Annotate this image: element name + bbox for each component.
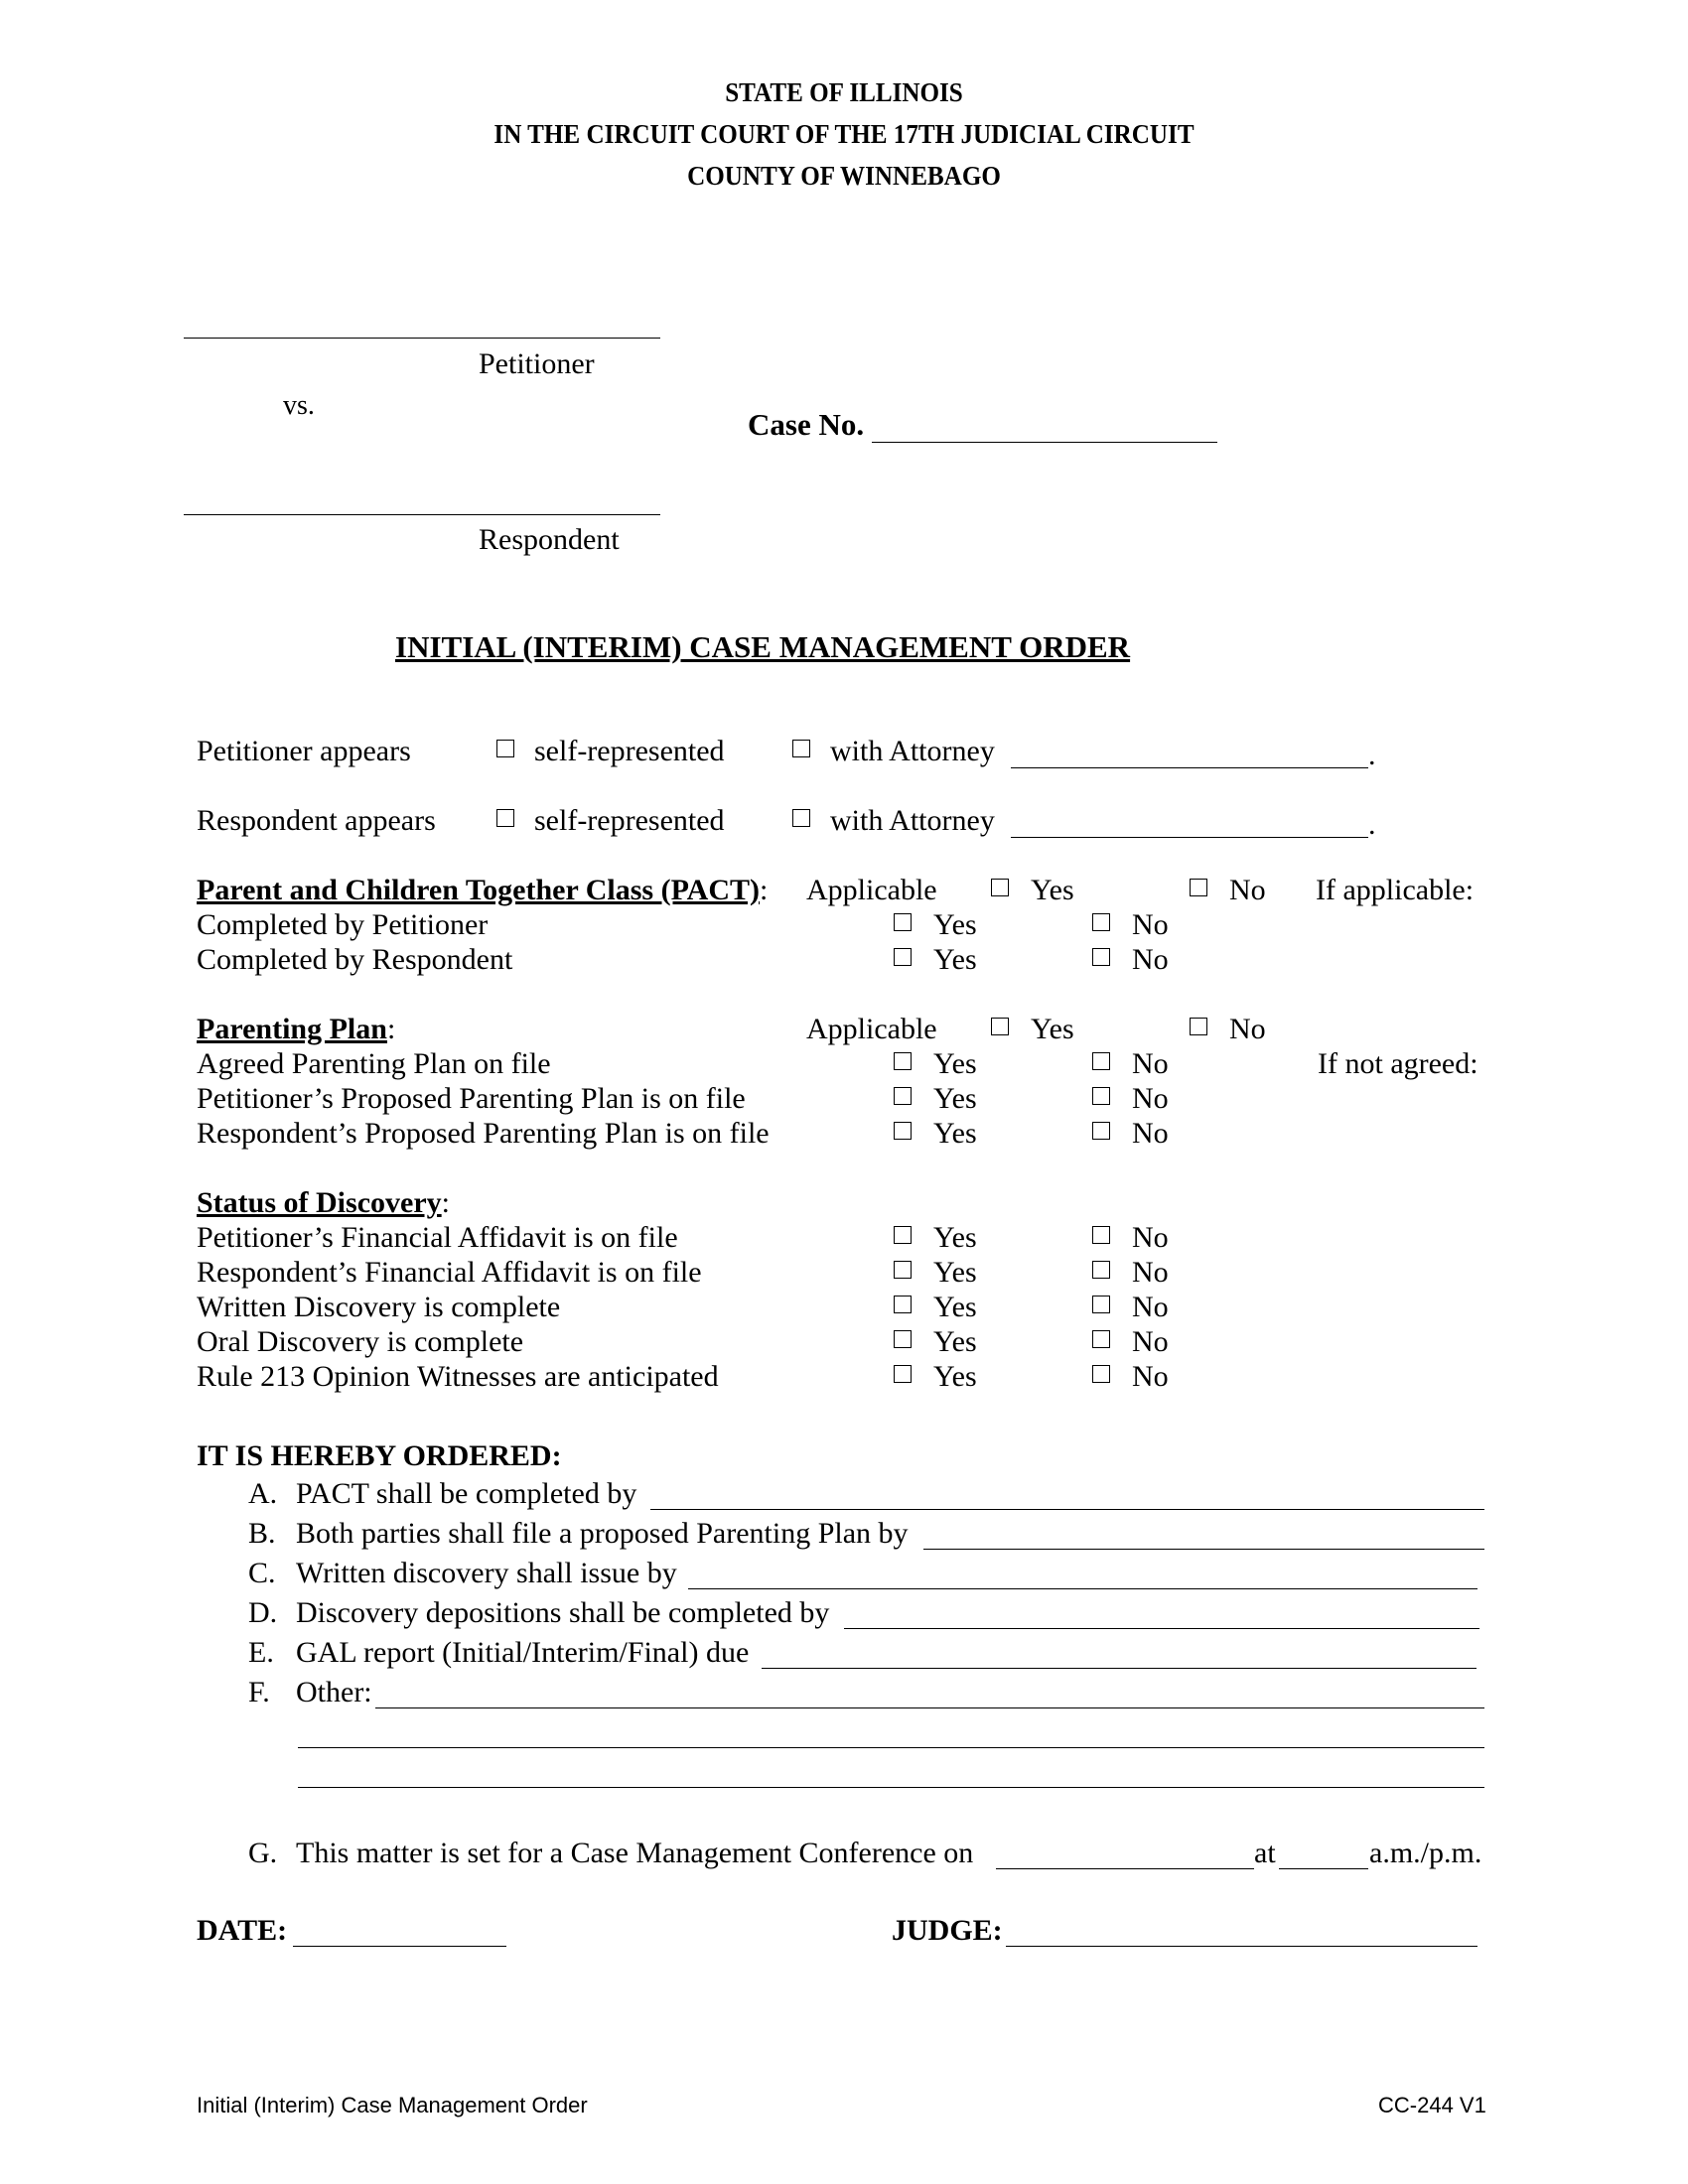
parenting-applicable-yes-checkbox[interactable] — [991, 1018, 1009, 1035]
discovery-rule-213-yes-checkbox[interactable] — [894, 1365, 912, 1383]
parenting-agreed-no-checkbox[interactable] — [1092, 1052, 1110, 1070]
petitioner-attorney-field[interactable] — [1011, 767, 1368, 768]
discovery-row-petitioner-affidavit: Petitioner’s Financial Affidavit is on file — [197, 1221, 678, 1254]
discovery-respondent-affidavit-yes-checkbox[interactable] — [894, 1261, 912, 1279]
petitioner-self-represented-checkbox[interactable] — [496, 740, 514, 757]
yes-label: Yes — [933, 1256, 977, 1289]
parenting-colon: : — [386, 1013, 396, 1045]
order-item-a: PACT shall be completed by — [296, 1477, 637, 1510]
parenting-row-agreed: Agreed Parenting Plan on file — [197, 1047, 551, 1080]
no-label: No — [1132, 1082, 1169, 1115]
court-state: STATE OF ILLINOIS — [725, 77, 963, 107]
parenting-row-respondent: Respondent’s Proposed Parenting Plan is on file — [197, 1117, 770, 1150]
court-county: COUNTY OF WINNEBAGO — [687, 161, 1001, 191]
discovery-written-yes-checkbox[interactable] — [894, 1296, 912, 1313]
petitioner-appears-label: Petitioner appears — [197, 735, 411, 767]
order-item-d: Discovery depositions shall be completed by — [296, 1596, 830, 1629]
discovery-heading — [197, 1186, 450, 1220]
pact-heading — [197, 874, 768, 907]
date-field[interactable] — [293, 1946, 506, 1947]
order-item-g: This matter is set for a Case Management Conference on — [296, 1837, 974, 1869]
discovery-rule-213-no-checkbox[interactable] — [1092, 1365, 1110, 1383]
order-item-c: Written discovery shall issue by — [296, 1557, 677, 1589]
yes-label: Yes — [933, 908, 977, 941]
yes-label: Yes — [933, 1325, 977, 1358]
discovery-row-rule-213: Rule 213 Opinion Witnesses are anticipated — [197, 1360, 719, 1393]
no-label: No — [1229, 874, 1266, 906]
order-g-at: at — [1254, 1837, 1276, 1869]
order-letter-b: B. — [248, 1517, 276, 1550]
order-b-field[interactable] — [923, 1549, 1484, 1550]
parenting-agreed-yes-checkbox[interactable] — [894, 1052, 912, 1070]
pact-applicable-no-checkbox[interactable] — [1190, 879, 1207, 896]
no-label: No — [1132, 1047, 1169, 1080]
no-label: No — [1132, 1360, 1169, 1393]
period: . — [1368, 808, 1376, 841]
respondent-self-represented-label: self-represented — [534, 804, 725, 837]
respondent-with-attorney-label: with Attorney — [830, 804, 995, 837]
parenting-row-petitioner: Petitioner’s Proposed Parenting Plan is on file — [197, 1082, 746, 1115]
parenting-heading — [197, 1013, 395, 1046]
petitioner-with-attorney-checkbox[interactable] — [792, 740, 810, 757]
discovery-row-respondent-affidavit: Respondent’s Financial Affidavit is on file — [197, 1256, 702, 1289]
yes-label: Yes — [933, 1082, 977, 1115]
order-d-field[interactable] — [844, 1628, 1479, 1629]
discovery-respondent-affidavit-no-checkbox[interactable] — [1092, 1261, 1110, 1279]
order-c-field[interactable] — [688, 1588, 1477, 1589]
order-letter-c: C. — [248, 1557, 276, 1589]
yes-label: Yes — [933, 1291, 977, 1323]
discovery-oral-no-checkbox[interactable] — [1092, 1330, 1110, 1348]
footer-form-number: CC-244 V1 — [1378, 2093, 1486, 2117]
order-e-field[interactable] — [762, 1668, 1477, 1669]
pact-applicable-yes-checkbox[interactable] — [991, 879, 1009, 896]
pact-respondent-yes-checkbox[interactable] — [894, 948, 912, 966]
no-label: No — [1132, 943, 1169, 976]
yes-label: Yes — [1031, 1013, 1074, 1045]
no-label: No — [1132, 1291, 1169, 1323]
yes-label: Yes — [1031, 874, 1074, 906]
order-f-field-line-2[interactable] — [298, 1747, 1484, 1748]
case-no-label: Case No. — [748, 407, 865, 442]
parenting-applicable-no-checkbox[interactable] — [1190, 1018, 1207, 1035]
respondent-appears-label: Respondent appears — [197, 804, 436, 837]
order-item-f: Other: — [296, 1676, 372, 1708]
discovery-petitioner-affidavit-yes-checkbox[interactable] — [894, 1226, 912, 1244]
no-label: No — [1132, 1117, 1169, 1150]
judge-label: JUDGE: — [892, 1914, 1003, 1947]
parenting-if-not-agreed-label: If not agreed: — [1318, 1047, 1478, 1080]
yes-label: Yes — [933, 1360, 977, 1393]
pact-respondent-no-checkbox[interactable] — [1092, 948, 1110, 966]
petitioner-self-represented-label: self-represented — [534, 735, 725, 767]
order-heading: IT IS HEREBY ORDERED: — [197, 1439, 562, 1472]
case-no-field[interactable] — [872, 442, 1217, 443]
discovery-oral-yes-checkbox[interactable] — [894, 1330, 912, 1348]
order-f-field[interactable] — [375, 1707, 1484, 1708]
pact-if-applicable-label: If applicable: — [1316, 874, 1475, 906]
pact-colon: : — [760, 874, 769, 906]
no-label: No — [1132, 908, 1169, 941]
order-letter-f: F. — [248, 1676, 270, 1708]
pact-petitioner-yes-checkbox[interactable] — [894, 913, 912, 931]
no-label: No — [1132, 1221, 1169, 1254]
parenting-heading-text: Parenting Plan — [197, 1013, 387, 1045]
yes-label: Yes — [933, 1047, 977, 1080]
parenting-respondent-no-checkbox[interactable] — [1092, 1122, 1110, 1140]
pact-petitioner-no-checkbox[interactable] — [1092, 913, 1110, 931]
page-title: INITIAL (INTERIM) CASE MANAGEMENT ORDER — [395, 629, 1131, 664]
discovery-colon: : — [441, 1186, 450, 1219]
order-letter-a: A. — [248, 1477, 278, 1510]
pact-applicable-label: Applicable — [806, 874, 937, 906]
yes-label: Yes — [933, 943, 977, 976]
order-g-ampm: a.m./p.m. — [1369, 1837, 1482, 1869]
discovery-row-written: Written Discovery is complete — [197, 1291, 561, 1323]
order-letter-d: D. — [248, 1596, 278, 1629]
discovery-heading-text: Status of Discovery — [197, 1186, 442, 1219]
order-letter-e: E. — [248, 1636, 274, 1669]
respondent-self-represented-checkbox[interactable] — [496, 809, 514, 827]
order-f-field-line-3[interactable] — [298, 1787, 1484, 1788]
order-item-e: GAL report (Initial/Interim/Final) due — [296, 1636, 750, 1669]
order-a-field[interactable] — [650, 1509, 1484, 1510]
pact-row-respondent: Completed by Respondent — [197, 943, 513, 976]
court-circuit: IN THE CIRCUIT COURT OF THE 17TH JUDICIAL CIRCUIT — [493, 119, 1195, 149]
respondent-label: Respondent — [479, 523, 620, 556]
respondent-attorney-field[interactable] — [1011, 837, 1368, 838]
respondent-with-attorney-checkbox[interactable] — [792, 809, 810, 827]
parenting-petitioner-no-checkbox[interactable] — [1092, 1087, 1110, 1105]
pact-heading-text: Parent and Children Together Class (PACT) — [197, 874, 760, 906]
yes-label: Yes — [933, 1117, 977, 1150]
no-label: No — [1229, 1013, 1266, 1045]
order-item-b: Both parties shall file a proposed Parenting Plan by — [296, 1517, 909, 1550]
order-letter-g: G. — [248, 1837, 278, 1869]
respondent-name-field[interactable] — [184, 514, 660, 515]
conference-date-field[interactable] — [996, 1868, 1254, 1869]
period: . — [1368, 739, 1376, 771]
discovery-row-oral: Oral Discovery is complete — [197, 1325, 524, 1358]
no-label: No — [1132, 1256, 1169, 1289]
parenting-petitioner-yes-checkbox[interactable] — [894, 1087, 912, 1105]
petitioner-label: Petitioner — [479, 347, 595, 380]
judge-signature-field[interactable] — [1006, 1946, 1477, 1947]
footer-form-title: Initial (Interim) Case Management Order — [197, 2093, 588, 2117]
discovery-written-no-checkbox[interactable] — [1092, 1296, 1110, 1313]
vs-label: vs. — [283, 390, 315, 421]
parenting-applicable-label: Applicable — [806, 1013, 937, 1045]
petitioner-name-field[interactable] — [184, 338, 660, 339]
petitioner-with-attorney-label: with Attorney — [830, 735, 995, 767]
discovery-petitioner-affidavit-no-checkbox[interactable] — [1092, 1226, 1110, 1244]
parenting-respondent-yes-checkbox[interactable] — [894, 1122, 912, 1140]
yes-label: Yes — [933, 1221, 977, 1254]
date-label: DATE: — [197, 1914, 288, 1947]
pact-row-petitioner: Completed by Petitioner — [197, 908, 489, 941]
conference-time-field[interactable] — [1279, 1868, 1368, 1869]
no-label: No — [1132, 1325, 1169, 1358]
